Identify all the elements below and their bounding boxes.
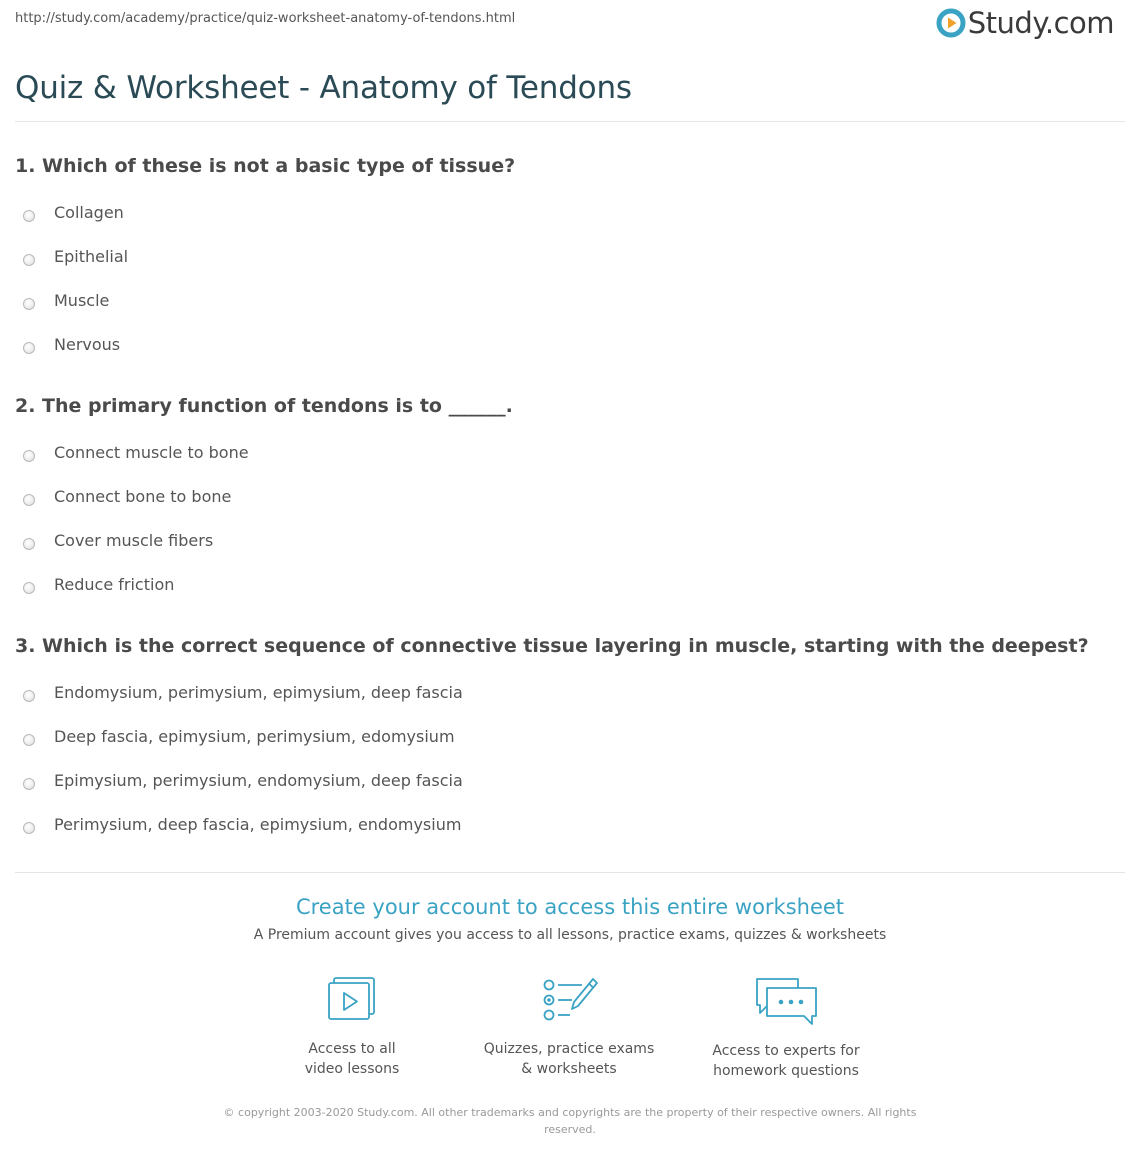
radio-button-icon[interactable]: [23, 778, 35, 790]
radio-button-icon[interactable]: [23, 254, 35, 266]
answer-option[interactable]: [15, 434, 1125, 478]
answer-option[interactable]: [15, 718, 1125, 762]
title-divider: [15, 121, 1125, 122]
radio-button-icon[interactable]: [23, 494, 35, 506]
feature-quizzes: [469, 975, 669, 1079]
page-title: Quiz & Worksheet - Anatomy of Tendons: [15, 70, 632, 106]
question-3: [15, 635, 1125, 850]
answer-options: [15, 434, 1125, 610]
study-logo[interactable]: [936, 6, 1114, 40]
chat-experts-icon: [754, 975, 818, 1029]
option-label[interactable]: Connect bone to bone: [54, 486, 232, 506]
question-text: 3. Which is the correct sequence of connective tissue layering in muscle, starting with the deepest?: [15, 635, 1089, 657]
signup-cta: [0, 895, 1140, 943]
answer-option[interactable]: [15, 478, 1125, 522]
option-label[interactable]: Nervous: [54, 334, 121, 354]
feature-video-lessons: [252, 975, 452, 1079]
answer-option[interactable]: [15, 762, 1125, 806]
option-label[interactable]: Perimysium, deep fascia, epimysium, endomysium: [54, 814, 462, 834]
feature-experts: [686, 975, 886, 1081]
feature-label-line: Quizzes, practice exams: [483, 1041, 655, 1057]
page-url: http://study.com/academy/practice/quiz-worksheet-anatomy-of-tendons.html: [15, 11, 516, 26]
quiz-checklist-icon: [540, 975, 598, 1027]
copyright-footer: [210, 1104, 930, 1138]
answer-option[interactable]: [15, 238, 1125, 282]
answer-option[interactable]: [15, 326, 1125, 370]
answer-options: [15, 194, 1125, 370]
question-2: [15, 395, 1125, 610]
feature-label: [252, 1039, 452, 1079]
feature-label-line: Access to experts for: [712, 1043, 860, 1059]
radio-button-icon[interactable]: [23, 538, 35, 550]
option-label[interactable]: Deep fascia, epimysium, perimysium, edomysium: [54, 726, 455, 746]
cta-subtitle: A Premium account gives you access to all lessons, practice exams, quizzes & worksheets: [253, 927, 887, 943]
radio-button-icon[interactable]: [23, 450, 35, 462]
radio-button-icon[interactable]: [23, 734, 35, 746]
logo-text: Study.com: [967, 6, 1114, 40]
answer-option[interactable]: [15, 566, 1125, 610]
feature-label-line: video lessons: [304, 1061, 400, 1077]
radio-button-icon[interactable]: [23, 690, 35, 702]
answer-option[interactable]: [15, 194, 1125, 238]
feature-label: [686, 1041, 886, 1081]
answer-option[interactable]: [15, 674, 1125, 718]
cta-title-link[interactable]: Create your account to access this entire worksheet: [295, 895, 845, 919]
radio-button-icon[interactable]: [23, 822, 35, 834]
feature-label-line: homework questions: [713, 1063, 859, 1079]
option-label[interactable]: Epimysium, perimysium, endomysium, deep fascia: [54, 770, 463, 790]
question-text: 2. The primary function of tendons is to ______.: [15, 395, 513, 417]
feature-label-line: & worksheets: [521, 1061, 617, 1077]
answer-option[interactable]: [15, 522, 1125, 566]
option-label[interactable]: Epithelial: [54, 246, 129, 266]
play-circle-logo-icon: [936, 8, 966, 38]
video-lessons-icon: [324, 975, 380, 1027]
option-label[interactable]: Collagen: [54, 202, 124, 222]
top-bar: [0, 0, 1140, 52]
option-label[interactable]: Endomysium, perimysium, epimysium, deep fascia: [54, 682, 463, 702]
copyright-line: reserved.: [544, 1123, 596, 1136]
radio-button-icon[interactable]: [23, 582, 35, 594]
radio-button-icon[interactable]: [23, 342, 35, 354]
option-label[interactable]: Reduce friction: [54, 574, 175, 594]
answer-option[interactable]: [15, 282, 1125, 326]
cta-divider: [15, 872, 1125, 873]
option-label[interactable]: Muscle: [54, 290, 110, 310]
question-text: 1. Which of these is not a basic type of tissue?: [15, 155, 516, 177]
copyright-line: © copyright 2003-2020 Study.com. All other trademarks and copyrights are the property of their respective owners. All rights: [223, 1106, 917, 1119]
radio-button-icon[interactable]: [23, 298, 35, 310]
answer-options: [15, 674, 1125, 850]
feature-label: [469, 1039, 669, 1079]
option-label[interactable]: Cover muscle fibers: [54, 530, 214, 550]
answer-option[interactable]: [15, 806, 1125, 850]
question-1: [15, 155, 1125, 370]
option-label[interactable]: Connect muscle to bone: [54, 442, 249, 462]
radio-button-icon[interactable]: [23, 210, 35, 222]
feature-label-line: Access to all: [308, 1041, 396, 1057]
